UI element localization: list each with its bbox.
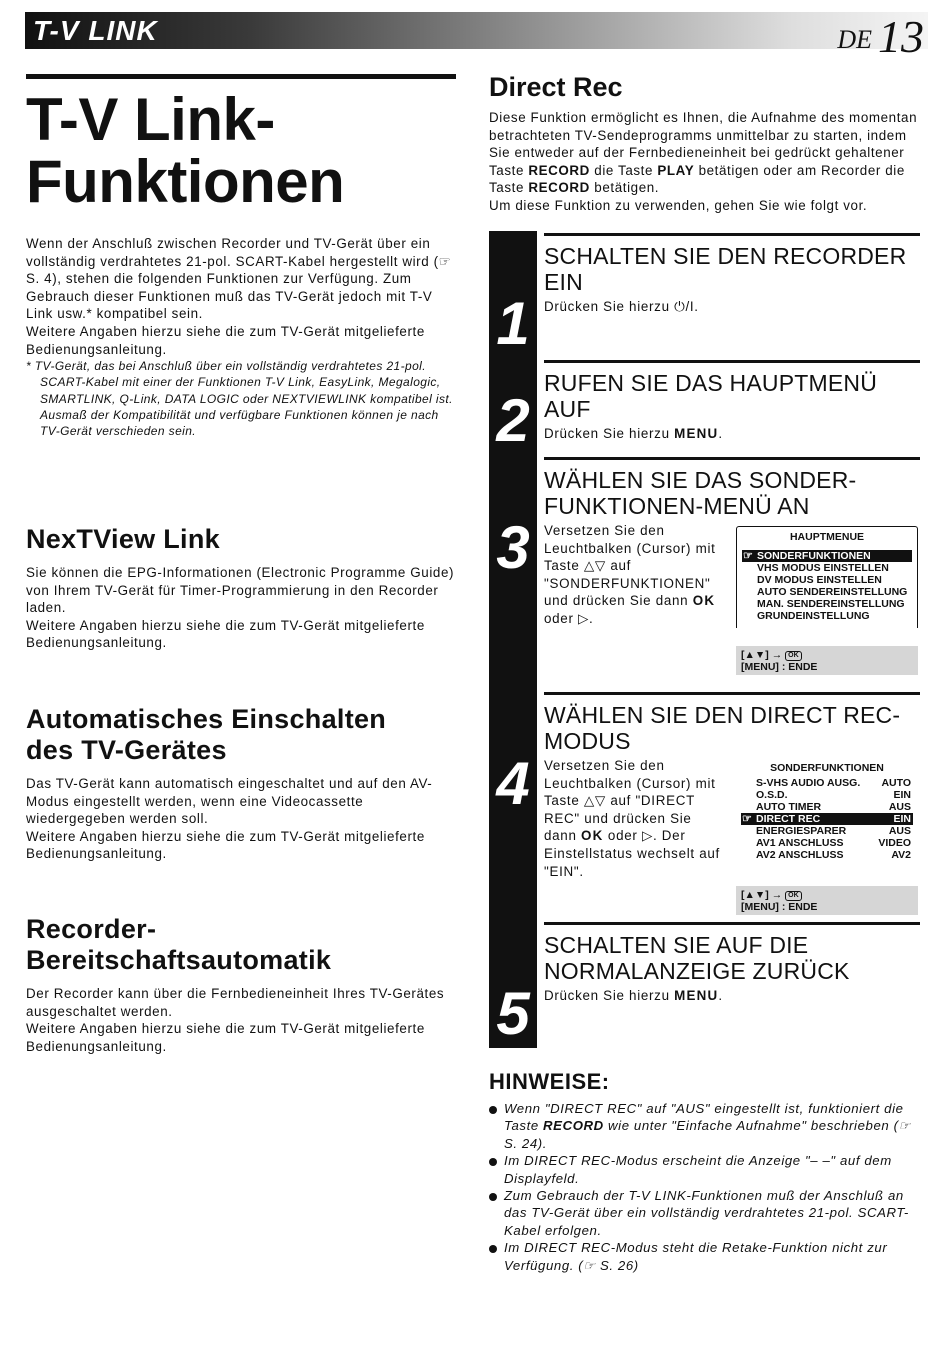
osd-menu-item: DV MODUS EINSTELLEN [757, 574, 882, 586]
osd-item-label: O.S.D. [756, 789, 788, 801]
key-label: RECORD [528, 162, 590, 178]
step-2 [544, 360, 920, 443]
text-run: Um diese Funktion zu verwenden, gehen Sie wie folgt vor. [489, 197, 868, 213]
osd-menu-item: VHS MODUS EINSTELLEN [757, 562, 889, 574]
step-rule [544, 457, 920, 460]
text-run: . [718, 426, 723, 441]
step-rule [544, 922, 920, 925]
osd-item-value: AV2 [891, 849, 911, 861]
text-run: die Taste [589, 162, 658, 178]
section-standby [26, 914, 456, 1055]
osd-menu-item: GRUNDEINSTELLUNG [757, 610, 870, 622]
osd-main-menu [736, 526, 918, 675]
osd-footer [736, 646, 918, 675]
text-run: Drücken Sie hierzu [544, 988, 675, 1003]
direct-rec-title: Direct Rec [489, 72, 623, 102]
step-text [544, 757, 722, 880]
osd-frame [736, 526, 918, 628]
title-rule [26, 74, 456, 79]
text-run: Diese Funktion ermöglicht es Ihnen, die Aufnahme des momentan betrachteten TV-Sendeprogramms unmittelbar zu starten, indem Sie entweder auf der Fernbedieneinheit bei gedrückt gehaltener Taste [489, 110, 918, 178]
notes-title: HINWEISE: [489, 1069, 610, 1094]
intro-paragraph: Weitere Angaben hierzu siehe die zum TV-Gerät mitgelieferte Bedienungsanleitung. [26, 323, 425, 357]
pointer-hand-icon: ☞ [742, 813, 752, 825]
step-rule [544, 692, 920, 695]
osd-item-label: ENERGIESPARER [756, 825, 847, 837]
text-run: . [694, 299, 699, 314]
osd-nav-hint: [▲▼] → [741, 889, 783, 901]
osd-menu-item [741, 777, 913, 789]
osd-menu-item-selected [742, 550, 912, 562]
notes-section [489, 1069, 919, 1274]
osd-item-label: AV2 ANSCHLUSS [756, 849, 844, 861]
key-label: PLAY [657, 162, 695, 178]
text-run: Drücken Sie hierzu [544, 426, 675, 441]
step-5 [544, 922, 920, 1005]
pointer-hand-icon: ☞ [743, 550, 753, 562]
ok-key-icon: OK [785, 891, 802, 901]
osd-menu-item: MAN. SENDEREINSTELLUNG [757, 598, 905, 610]
section-label: T-V LINK [33, 15, 158, 46]
osd-exit-hint: [MENU] : ENDE [741, 901, 818, 913]
text-run: betätigen. [589, 180, 660, 196]
osd-menu-item [741, 825, 913, 837]
osd-item-value: AUS [888, 801, 911, 813]
text-run: Wenn "DIRECT REC" auf "AUS" eingestellt ist, funktioniert die Taste [504, 1101, 904, 1134]
text-run: Im DIRECT REC-Modus erscheint die Anzeige "– –" auf dem Displayfeld. [504, 1153, 892, 1186]
osd-menu-item [741, 789, 913, 801]
text-run: Im DIRECT REC-Modus steht die Retake-Funktion nicht zur Verfügung. (☞ S. 26) [504, 1240, 888, 1273]
osd-item-label: SONDERFUNKTIONEN [757, 550, 871, 562]
step-number-bar [489, 231, 537, 1048]
text-run: betätigen oder am Recorder die Taste [489, 162, 905, 196]
section-title: Automatisches Einschalten des TV-Gerätes [26, 704, 387, 765]
page-title: T-V Link- Funktionen [26, 86, 345, 215]
osd-title: SONDERFUNKTIONEN [770, 762, 884, 774]
osd-exit-hint: [MENU] : ENDE [741, 661, 818, 673]
osd-frame [736, 760, 918, 867]
step-text [544, 425, 920, 443]
text-run: Versetzen Sie den Leuchtbalken (Cursor) mit Taste △▽ auf "SONDERFUNKTIONEN" und drücken Sie dann [544, 523, 716, 609]
osd-menu-item-selected [741, 813, 913, 825]
ok-key-icon: OK [785, 651, 802, 661]
key-label: RECORD [543, 1118, 604, 1134]
key-label: MENU [674, 426, 719, 441]
osd-nav-hint: [▲▼] → [741, 649, 783, 661]
left-column [26, 74, 456, 1054]
section-title: Recorder- Bereitschaftsautomatik [26, 914, 332, 975]
direct-rec-text [489, 109, 929, 215]
osd-item-value: EIN [893, 813, 911, 825]
osd-item-label: AUTO TIMER [756, 801, 822, 813]
osd-menu-item [741, 801, 913, 813]
step-number: 2 [496, 387, 530, 454]
osd-item-value: AUTO [881, 777, 911, 789]
key-label: OK [692, 593, 716, 609]
osd-item-label: AV1 ANSCHLUSS [756, 837, 844, 849]
note-item [489, 1187, 919, 1239]
section-nextview [26, 524, 456, 652]
osd-footer [736, 886, 918, 915]
bullet-icon [489, 1193, 497, 1201]
osd-menu-item [741, 837, 913, 849]
step-heading: SCHALTEN SIE AUF DIE NORMALANZEIGE ZURÜCK [544, 932, 850, 984]
direct-rec-intro [489, 72, 929, 215]
step-text [544, 298, 920, 316]
step-number: 3 [496, 514, 530, 581]
text-run: . [718, 988, 723, 1003]
section-paragraph: Weitere Angaben hierzu siehe die zum TV-Gerät mitgelieferte Bedienungsanleitung. [26, 1021, 425, 1054]
section-paragraph: Sie können die EPG-Informationen (Electronic Programme Guide) von Ihrem TV-Gerät für Timer-Programmierung in den Recorder laden. [26, 565, 455, 616]
power-key-label: ⏻/I [674, 299, 695, 314]
osd-item-label: DIRECT REC [756, 813, 821, 825]
key-label: MENU [674, 988, 719, 1003]
text-run: Drücken Sie hierzu [544, 299, 675, 314]
osd-menu-item: AUTO SENDEREINSTELLUNG [757, 586, 908, 598]
section-paragraph: Der Recorder kann über die Fernbedieneinheit Ihres TV-Gerätes ausgeschaltet werden. [26, 986, 445, 1019]
step-number: 5 [496, 980, 530, 1047]
osd-item-value: AUS [888, 825, 911, 837]
osd-item-value: VIDEO [878, 837, 911, 849]
bullet-icon [489, 1158, 497, 1166]
text-run: oder ▷. Der Einstellstatus wechselt auf "EIN". [544, 828, 720, 879]
bullet-icon [489, 1245, 497, 1253]
page-number [837, 10, 924, 63]
section-paragraph: Das TV-Gerät kann automatisch eingeschaltet und auf den AV-Modus eingestellt werden, wenn eine Videocassette wiedergegeben werden soll. [26, 776, 433, 827]
key-label: OK [581, 828, 604, 844]
step-rule [544, 360, 920, 363]
language-code: DE [837, 25, 872, 54]
step-heading: WÄHLEN SIE DEN DIRECT REC- MODUS [544, 702, 901, 754]
section-paragraph: Weitere Angaben hierzu siehe die zum TV-Gerät mitgelieferte Bedienungsanleitung. [26, 617, 425, 651]
intro-paragraph: Wenn der Anschluß zwischen Recorder und TV-Gerät über ein vollständig verdrahtetes 21-pol. SCART-Kabel hergestellt wird (☞ S. 4), stehen die folgenden Funktionen zur Verfügung. Zum Gebrauch dieser Funktionen muß das TV-Gerät jedoch mit T-V Link usw.* kompatibel sein. [26, 236, 452, 322]
step-heading: WÄHLEN SIE DAS SONDER- FUNKTIONEN-MENÜ AN [544, 467, 857, 519]
text-run: Zum Gebrauch der T-V LINK-Funktionen muß der Anschluß an das TV-Gerät über ein vollständig verdrahtetes 21-pol. SCART-Kabel erfolgen. [504, 1188, 909, 1238]
section-title: NexTView Link [26, 524, 220, 554]
step-text [544, 522, 722, 628]
osd-menu-item [741, 849, 913, 861]
osd-special-menu [736, 760, 918, 915]
step-number: 4 [496, 750, 530, 817]
page-number-value: 13 [878, 11, 924, 62]
osd-item-label: S-VHS AUDIO AUSG. [756, 777, 861, 789]
text-run: oder ▷. [544, 610, 594, 626]
note-item [489, 1100, 919, 1152]
header-bar [25, 11, 928, 62]
bullet-icon [489, 1106, 497, 1114]
step-text [544, 987, 920, 1005]
footnote: * TV-Gerät, das bei Anschluß über ein vollständig verdrahtetes 21-pol. SCART-Kabel mit einer der Funktionen T-V Link, EasyLink, Megalogic, SMARTLINK, Q-Link, DATA LOGIC oder NEXTVIEWLINK kompatibel ist. Ausmaß der Kompatibilität und verfügbare Funktionen können je nach TV-Gerät verschieden sein. [26, 359, 453, 438]
key-label: RECORD [528, 180, 590, 196]
step-1 [544, 233, 920, 316]
note-item [489, 1152, 919, 1187]
step-heading: SCHALTEN SIE DEN RECORDER EIN [544, 243, 907, 295]
intro-text [26, 235, 456, 439]
step-number: 1 [496, 290, 530, 357]
osd-item-value: EIN [893, 789, 911, 801]
text-run: wie unter "Einfache Aufnahme" beschrieben (☞ S. 24). [504, 1118, 911, 1151]
step-rule [544, 233, 920, 236]
osd-title: HAUPTMENUE [789, 531, 865, 543]
section-auto-on [26, 704, 456, 863]
text-run: Versetzen Sie den Leuchtbalken (Cursor) mit Taste △▽ auf "DIRECT REC" und drücken Sie dann [544, 758, 716, 844]
note-item [489, 1239, 919, 1274]
step-heading: RUFEN SIE DAS HAUPTMENÜ AUF [544, 370, 878, 422]
section-paragraph: Weitere Angaben hierzu siehe die zum TV-Gerät mitgelieferte Bedienungsanleitung. [26, 828, 425, 862]
